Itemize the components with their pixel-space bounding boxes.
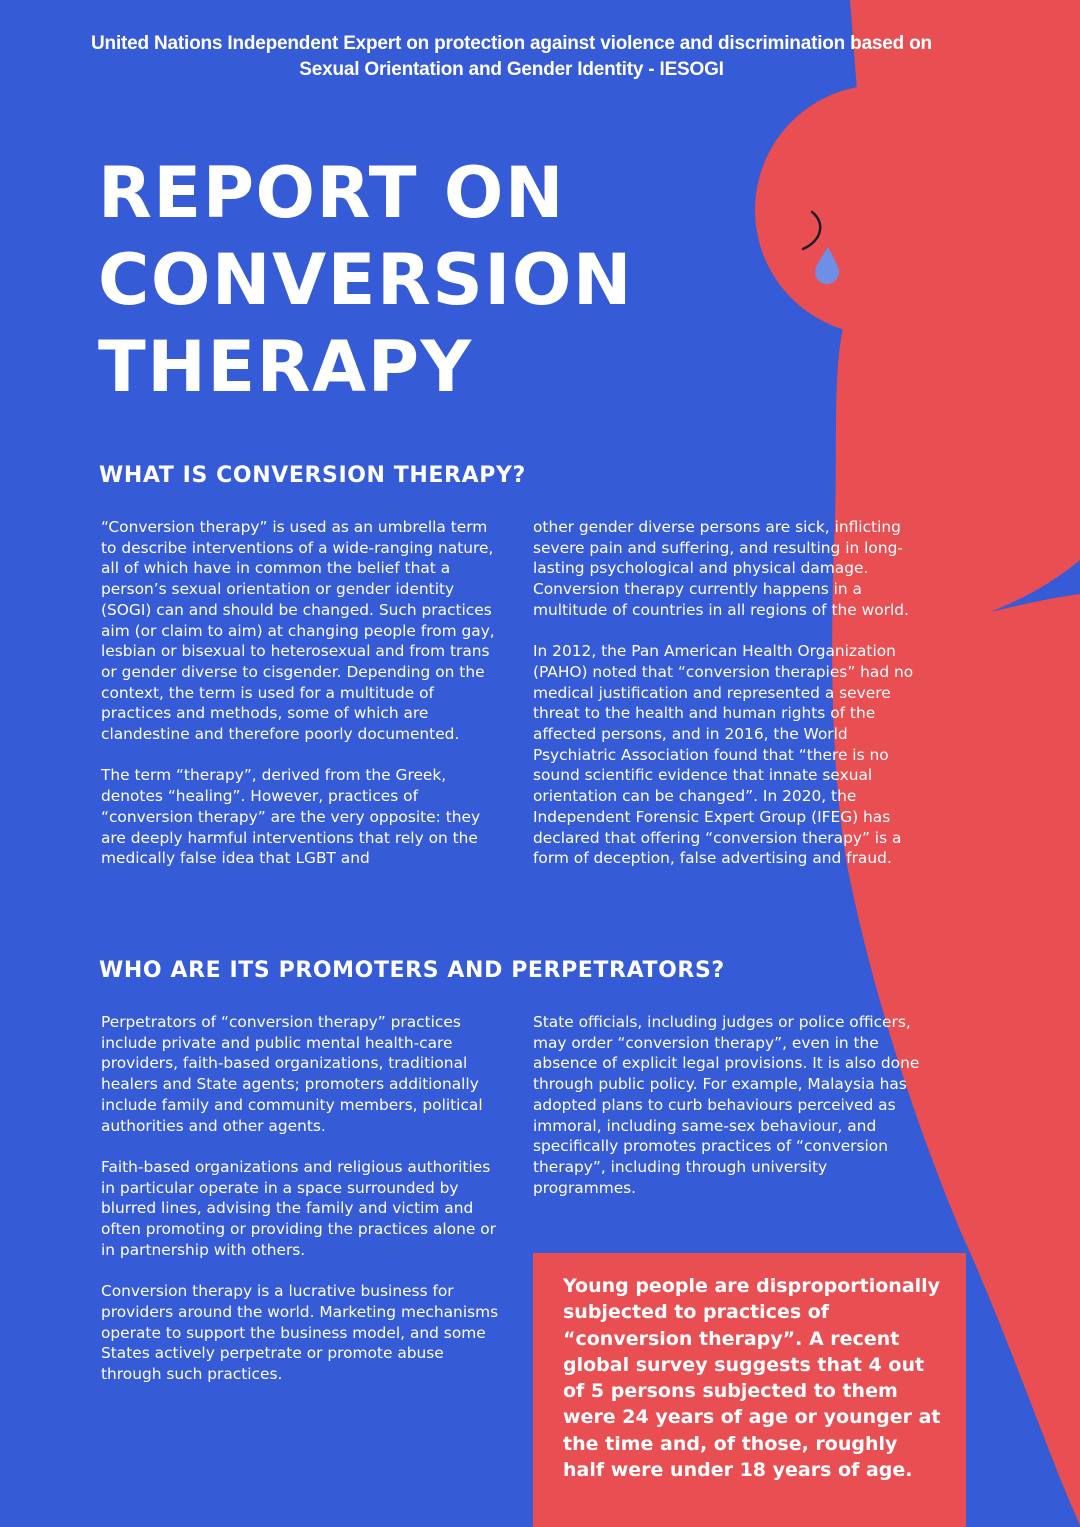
title-line: CONVERSION [98,239,633,321]
callout-text: Young people are disproportionally subjected to practices of “conversion therapy”. A recent global survey suggests that 4 out of 5 persons subjected to them were 24 years of age or younger at the time and, of those, roughly half were under 18 years of age. [563,1275,941,1482]
section-heading-promoters: WHO ARE ITS PROMOTERS AND PERPETRATORS? [99,958,725,983]
paragraph: Perpetrators of “conversion therapy” practices include private and public mental health-care providers, faith-based organizations, traditional healers and State agents; promoters additionally include family and community members, political authorities and other agents. [101,1013,483,1135]
section1-left-column [101,517,501,869]
paragraph: Conversion therapy is a lucrative business for providers around the world. Marketing mechanisms operate to support the business model, and some States actively perpetrate or promote abuse through such practices. [101,1282,499,1383]
paragraph: In 2012, the Pan American Health Organization (PAHO) noted that “conversion therapies” had no medical justification and represented a severe threat to the health and human rights of the affected persons, and in 2016, the World Psychiatric Association found that “there is no sound scientific evidence that innate sexual orientation can be changed”. In 2020, the Independent Forensic Expert Group (IFEG) has declared that offering “conversion therapy” is a form of deception, false advertising and fraud. [533,642,914,868]
paragraph: State officials, including judges or police officers, may order “conversion therapy”, even in the absence of explicit legal provisions. It is also done through public policy. For example, Malaysia has adopted plans to curb behaviours perceived as immoral, including same-sex behaviour, and specifically promotes practices of “conversion therapy”, including through university programmes. [533,1013,920,1197]
paragraph: Faith-based organizations and religious authorities in particular operate in a space surrounded by blurred lines, advising the family and victim and often promoting or providing the practices alone or in partnership with others. [101,1157,496,1259]
section1-right-column [533,517,925,869]
title-line: REPORT ON [98,152,565,234]
section2-left-column [101,1012,501,1385]
section2-right-column [533,1012,925,1198]
callout-box [533,1253,966,1527]
paragraph: other gender diverse persons are sick, inflicting severe pain and suffering, and resulting in long-lasting psychological and physical damage. Conversion therapy currently happens in a multitude of countries in all regions of the world. [533,518,909,619]
title-line: THERAPY [98,326,473,408]
organization-header: United Nations Independent Expert on protection against violence and discrimination based on Sexual Orientation and Gender Identity - IESOGI [91,33,932,80]
paragraph: The term “therapy”, derived from the Greek, denotes “healing”. However, practices of “conversion therapy” are the very opposite: they are deeply harmful interventions that rely on the medically false idea that LGBT and [101,766,481,868]
page-title [98,150,633,411]
section-heading-what-is: WHAT IS CONVERSION THERAPY? [99,463,526,488]
paragraph: “Conversion therapy” is used as an umbrella term to describe interventions of a wide-ranging nature, all of which have in common the belief that a person’s sexual orientation or gender identity (SOGI) can and should be changed. Such practices aim (or claim to aim) at changing people from gay, lesbian or bisexual to heterosexual and from trans or gender diverse to cisgender. Depending on the context, the term is used for a multitude of practices and methods, some of which are clandestine and therefore poorly documented. [101,518,495,744]
